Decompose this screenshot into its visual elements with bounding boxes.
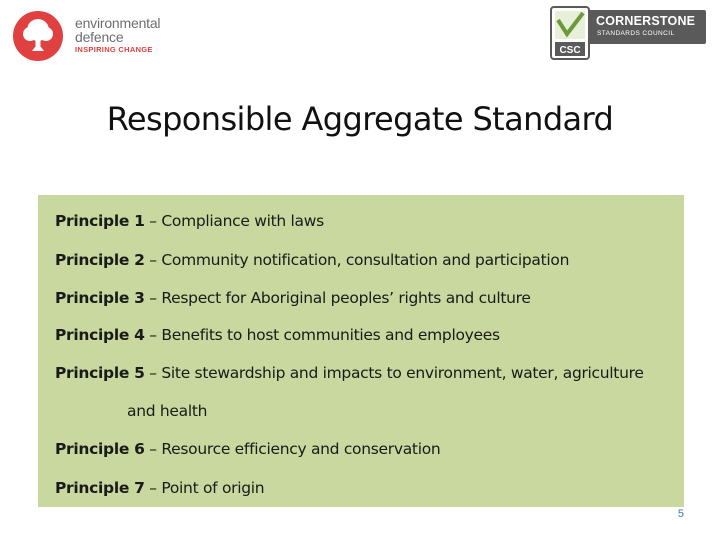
ed-logo-line2: defence (75, 29, 124, 45)
principle-separator: – (144, 440, 162, 458)
csc-subtitle: STANDARDS COUNCIL (597, 30, 675, 37)
principle-label: Principle 1 (55, 212, 145, 230)
principle-label: Principle 7 (55, 479, 145, 497)
environmental-defence-logo (12, 10, 182, 66)
principle-item (55, 212, 324, 230)
ed-logo-line1: environmental (75, 15, 161, 31)
principle-text: Resource efficiency and conservation (161, 440, 441, 458)
principle-text: Community notification, consultation and participation (161, 251, 570, 269)
csc-badge-icon (550, 6, 590, 60)
principle-text: Respect for Aboriginal peoples’ rights and culture (161, 289, 531, 307)
principle-continuation: and health (127, 402, 208, 420)
principle-item (55, 440, 440, 458)
principle-label: Principle 2 (55, 251, 145, 269)
principle-text: Compliance with laws (161, 212, 324, 230)
principles-panel (38, 195, 684, 507)
csc-badge-text: CSC (559, 45, 581, 56)
principle-label: Principle 3 (55, 289, 145, 307)
principle-separator: – (144, 289, 162, 307)
slide-number: 5 (677, 508, 684, 520)
principle-separator: – (144, 479, 162, 497)
principle-item (55, 289, 531, 307)
principle-item (55, 364, 644, 382)
tree-icon (12, 10, 64, 62)
principle-label: Principle 4 (55, 326, 145, 344)
principle-item (55, 326, 500, 344)
cornerstone-logo (550, 6, 710, 62)
principle-text: Point of origin (161, 479, 265, 497)
ed-logo-tagline: INSPIRING CHANGE (75, 45, 153, 54)
principle-item (55, 479, 264, 497)
principle-separator: – (144, 364, 162, 382)
csc-banner (588, 10, 706, 44)
principle-item (55, 251, 569, 269)
principle-separator: – (144, 326, 162, 344)
principle-label: Principle 6 (55, 440, 145, 458)
principle-text: Site stewardship and impacts to environment, water, agriculture (161, 364, 644, 382)
principle-separator: – (144, 212, 162, 230)
principle-separator: – (144, 251, 162, 269)
slide-title: Responsible Aggregate Standard (106, 100, 614, 138)
csc-name: CORNERSTONE (596, 14, 696, 28)
principle-text: Benefits to host communities and employees (161, 326, 500, 344)
principle-label: Principle 5 (55, 364, 145, 382)
